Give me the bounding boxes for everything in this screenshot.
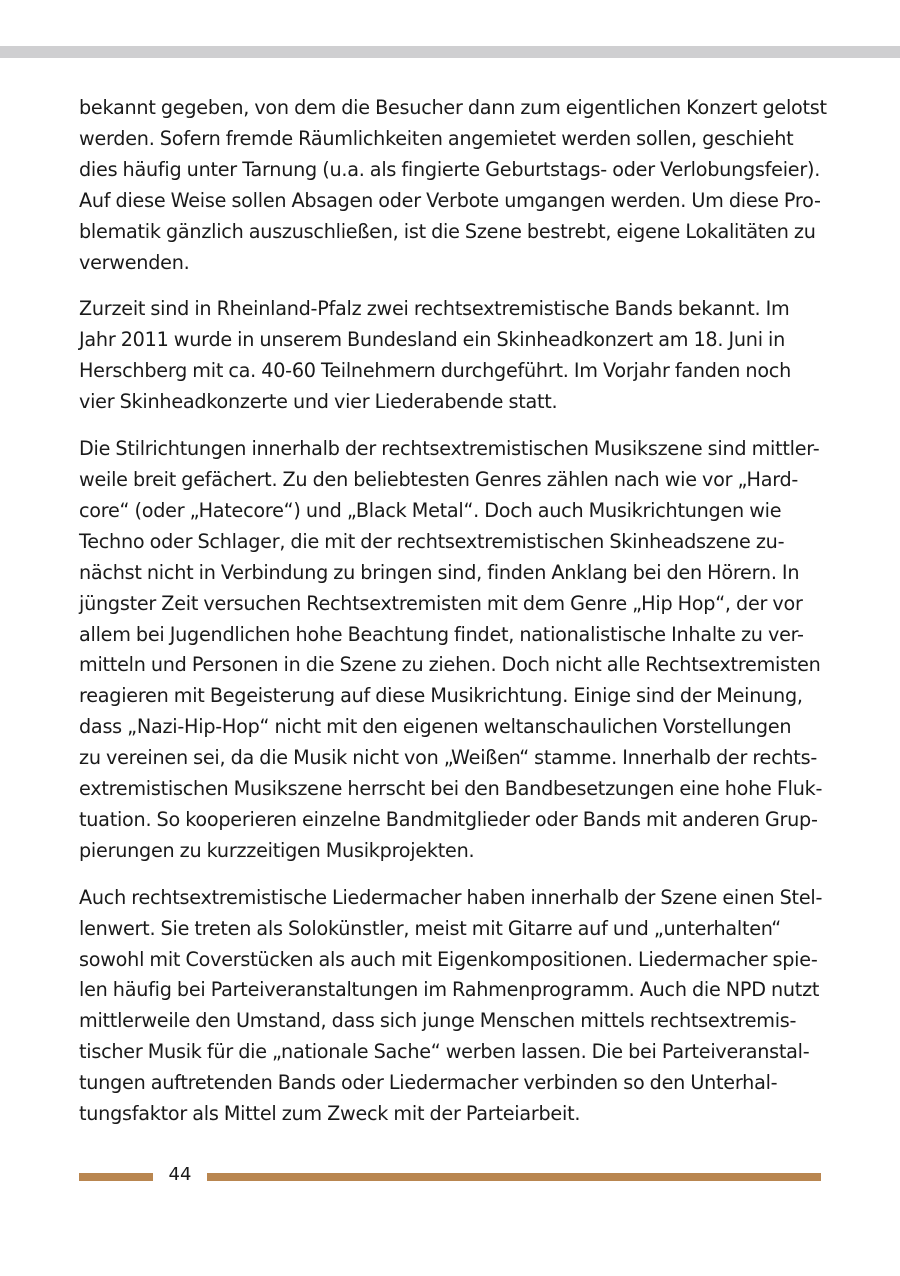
text-line: weile breit gefächert. Zu den beliebtesten Genres zählen nach wie vor „Hard- (79, 467, 799, 491)
text-line: allem bei Jugendlichen hohe Beachtung findet, nationalistische Inhalte zu ver- (79, 622, 804, 646)
text-line: extremistischen Musikszene herrscht bei den Bandbesetzungen eine hohe Fluk- (79, 777, 823, 801)
text-line: tungen auftretenden Bands oder Liedermacher verbinden so den Unterhal- (79, 1071, 778, 1095)
paragraph-3 (79, 434, 831, 867)
text-line: tuation. So kooperieren einzelne Bandmitglieder oder Bands mit anderen Grup- (79, 807, 818, 831)
text-line: len häufig bei Parteiveranstaltungen im Rahmenprogramm. Auch die NPD nutzt (79, 978, 820, 1002)
text-line: tischer Musik für die „nationale Sache“ werben lassen. Die bei Parteiveranstal- (79, 1040, 810, 1064)
text-line: lenwert. Sie treten als Solokünstler, meist mit Gitarre auf und „unterhalten“ (79, 916, 781, 940)
text-line: Jahr 2011 wurde in unserem Bundesland ein Skinheadkonzert am 18. Juni in (79, 328, 786, 352)
text-line: verwenden. (79, 250, 190, 274)
text-line: jüngster Zeit versuchen Rechtsextremisten mit dem Genre „Hip Hop“, der vor (79, 591, 803, 615)
text-line: blematik gänzlich auszuschließen, ist die Szene bestrebt, eigene Lokalitäten zu (79, 219, 816, 243)
footer-rule-left (79, 1173, 153, 1181)
text-line: nächst nicht in Verbindung zu bringen sind, finden Anklang bei den Hörern. In (79, 560, 800, 584)
page-body (79, 93, 831, 1146)
text-line: mittlerweile den Umstand, dass sich junge Menschen mittels rechtsextremis- (79, 1009, 797, 1033)
text-line: Zurzeit sind in Rheinland-Pfalz zwei rechtsextremistische Bands bekannt. Im (79, 297, 790, 321)
paragraph-1 (79, 93, 831, 278)
text-line: mitteln und Personen in die Szene zu ziehen. Doch nicht alle Rechtsextremisten (79, 653, 821, 677)
paragraph-4 (79, 883, 831, 1130)
footer-rule-right (207, 1173, 821, 1181)
text-line: vier Skinheadkonzerte und vier Liederabende statt. (79, 390, 558, 414)
text-line: Auch rechtsextremistische Liedermacher haben innerhalb der Szene einen Stel- (79, 885, 823, 909)
text-line: dass „Nazi-Hip-Hop“ nicht mit den eigenen weltanschaulichen Vorstellungen (79, 715, 792, 739)
text-line: Herschberg mit ca. 40-60 Teilnehmern durchgeführt. Im Vorjahr fanden noch (79, 359, 792, 383)
page-number: 44 (168, 1164, 192, 1185)
text-line: Techno oder Schlager, die mit der rechtsextremistischen Skinheadszene zu- (79, 529, 785, 553)
text-line: dies häufig unter Tarnung (u.a. als fingierte Geburtstags- oder Verlobungsfeier). (79, 157, 821, 181)
text-line: bekannt gegeben, von dem die Besucher dann zum eigentlichen Konzert gelotst (79, 96, 827, 119)
text-line: sowohl mit Coverstücken als auch mit Eigenkompositionen. Liedermacher spie- (79, 947, 818, 971)
text-line: Die Stilrichtungen innerhalb der rechtsextremistischen Musikszene sind mittler- (79, 437, 820, 461)
text-line: core“ (oder „Hatecore“) und „Black Metal“. Doch auch Musikrichtungen wie (79, 498, 782, 522)
text-line: pierungen zu kurzzeitigen Musikprojekten. (79, 838, 475, 862)
text-line: reagieren mit Begeisterung auf diese Musikrichtung. Einige sind der Meinung, (79, 684, 803, 708)
text-line: zu vereinen sei, da die Musik nicht von „Weißen“ stamme. Innerhalb der rechts- (79, 746, 818, 770)
paragraph-2 (79, 294, 831, 418)
header-rule (0, 46, 900, 58)
text-line: tungsfaktor als Mittel zum Zweck mit der Parteiarbeit. (79, 1102, 581, 1126)
text-line: werden. Sofern fremde Räumlichkeiten angemietet werden sollen, geschieht (79, 126, 794, 150)
text-line: Auf diese Weise sollen Absagen oder Verbote umgangen werden. Um diese Pro- (79, 188, 821, 212)
